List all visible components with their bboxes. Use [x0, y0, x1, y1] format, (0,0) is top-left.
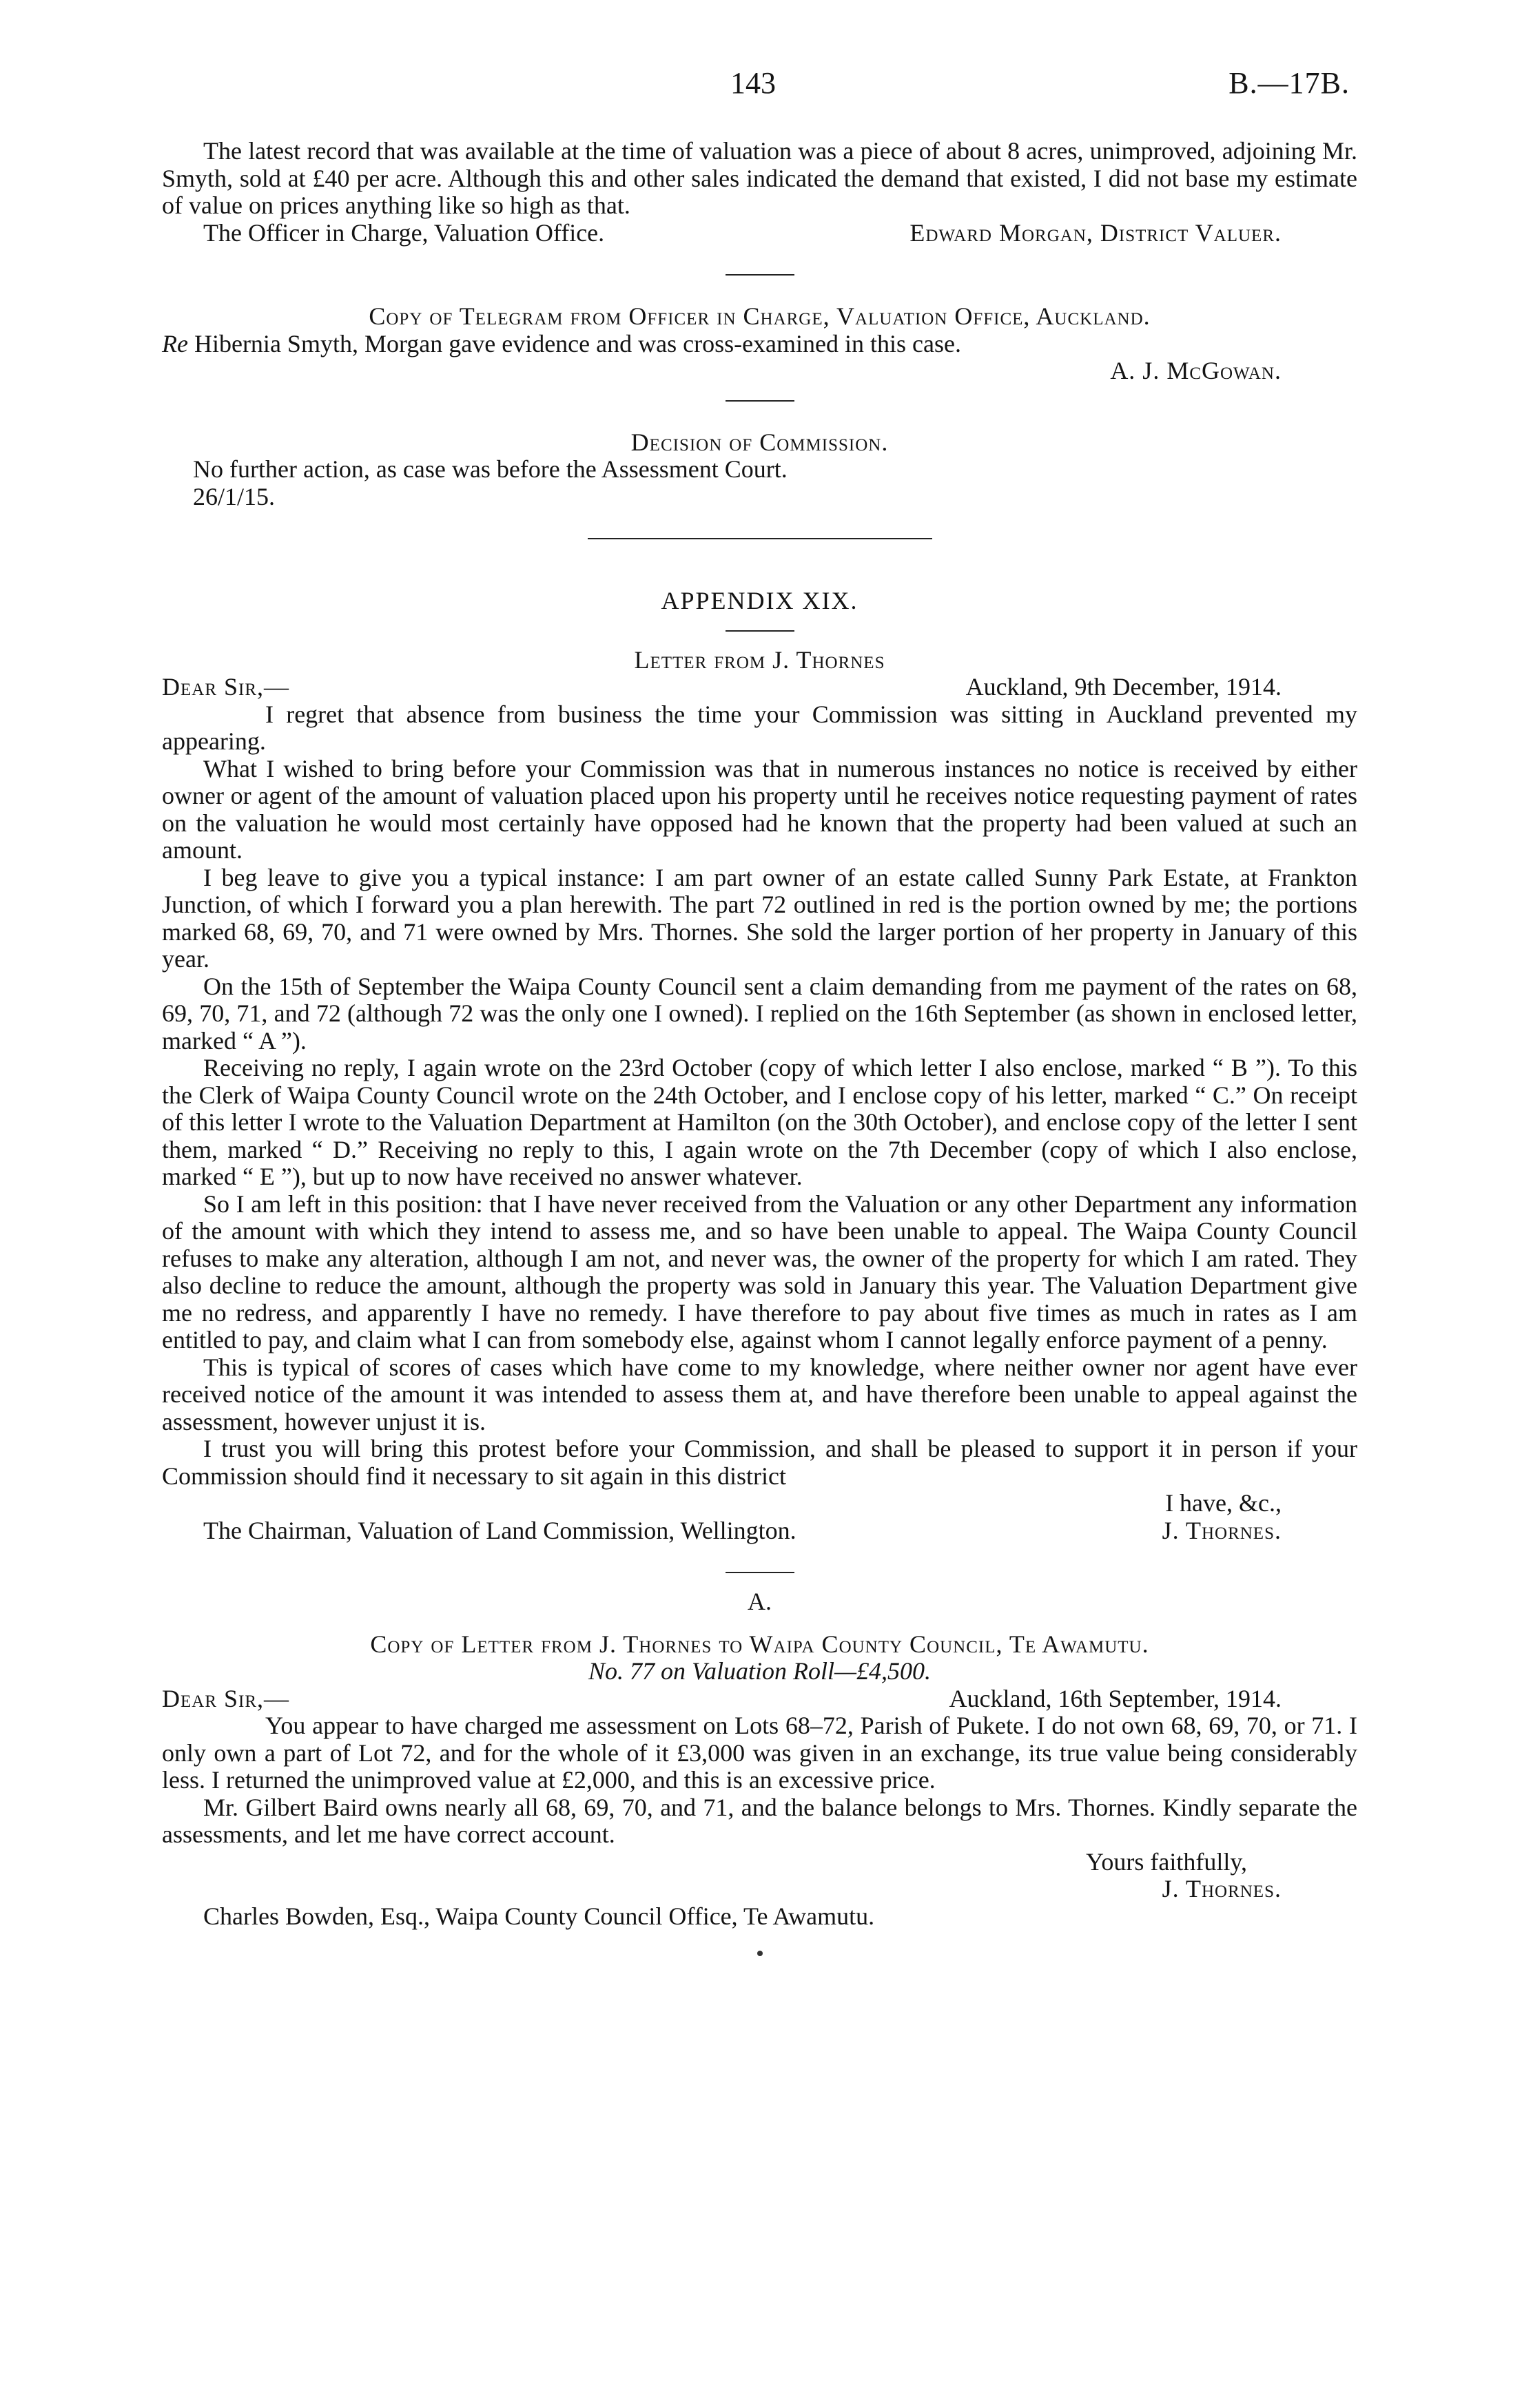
enclosure-signature: J. Thornes. — [1162, 1875, 1282, 1902]
letter-salutation: Dear Sir,— — [162, 673, 290, 700]
decision-heading: Decision of Commission. — [630, 428, 889, 456]
enclosure-subheading: No. 77 on Valuation Roll—£4,500. — [588, 1657, 932, 1685]
enclosure-place-date: Auckland, 16th September, 1914. — [949, 1684, 1282, 1712]
appendix-title: APPENDIX XIX. — [661, 587, 858, 614]
letter-paragraph: Receiving no reply, I again wrote on the 23rd October (copy of which letter I also enclose, marked “ B ”). To this the Clerk of Waipa County Council wrote on the 24th October, and I enclose copy of his letter, marked “ C.” On receipt of this letter I wrote to the Valuation Department at Hamilton (on the 30th October), and enclose copy of the letter I sent them, marked “ D.” Receiving no reply to this, I again wrote on the 7th December (copy of which I also enclose, marked “ E ”), but up to now have received no answer whatever. — [162, 1054, 1357, 1190]
page-number: 143 — [730, 66, 776, 100]
decision-text: No further action, as case was before the Assessment Court. — [193, 455, 788, 483]
enclosure-closing: Yours faithfully, — [1085, 1847, 1247, 1876]
decision-date: 26/1/15. — [193, 482, 276, 510]
document-body — [162, 138, 1357, 1956]
enclosure-paragraph: Mr. Gilbert Baird owns nearly all 68, 69, 70, and 71, and the balance belongs to Mrs. Thornes. Kindly separate the assessments, and let me have correct account. — [162, 1793, 1357, 1848]
letter-paragraph: So I am left in this position: that I have never received from the Valuation or any other Department any information of the amount with which they intend to assess me, and so have been unable to appeal. The Waipa County Council refuses to make any alteration, although I am not, and never was, the owner of the property for which I am rated. They also decline to reduce the amount, although the property was sold in January this year. The Valuation Department give me no redress, and apparently I have no remedy. I have therefore to pay about five times as much in rates as I am entitled to pay, and claim what I can from somebody else, against whom I cannot legally enforce payment of a penny. — [162, 1190, 1357, 1353]
letter-paragraph: This is typical of scores of cases which have come to my knowledge, where neither owner nor agent have ever received notice of the amount it was intended to assess them at, and have therefore been unable to appeal against the assessment, however unjust it is. — [162, 1353, 1357, 1435]
enclosure-addressee: Charles Bowden, Esq., Waipa County Council Office, Te Awamutu. — [203, 1902, 875, 1930]
page-end-dot — [757, 1951, 763, 1956]
enclosure-salutation: Dear Sir,— — [162, 1684, 290, 1712]
valuer-signoff — [162, 220, 1357, 247]
letter-closing: I have, &c., — [1165, 1489, 1282, 1517]
letter-paragraph: I beg leave to give you a typical instance: I am part owner of an estate called Sunny Park Estate, at Frankton Junction, of which I forward you a plan herewith. The part 72 outlined in red is the portion owned by me; the portions marked 68, 69, 70, and 71 were owned by Mrs. Thornes. She sold the larger portion of her property in January of this year. — [162, 863, 1357, 973]
enclosure-paragraph: You appear to have charged me assessment on Lots 68–72, Parish of Pukete. I do not own 68, 69, 70, or 71. I only own a part of Lot 72, and for the whole of it £3,000 was given in an exchange, its true value being considerably less. I returned the unimproved value at £2,000, and this is an excessive price. — [162, 1712, 1357, 1794]
enclosure-heading: Copy of Letter from J. Thornes to Waipa County Council, Te Awamutu. — [370, 1630, 1149, 1658]
valuer-signature: Edward Morgan, District Valuer. — [909, 218, 1282, 247]
enclosure-letter: A. — [748, 1588, 772, 1615]
letter-signature: J. Thornes. — [1162, 1516, 1282, 1544]
letter-salutation-row — [162, 674, 1357, 701]
telegram-text: Re Hibernia Smyth, Morgan gave evidence and was cross-examined in this case. — [162, 329, 961, 357]
page-header — [0, 65, 1522, 107]
letter-place-date: Auckland, 9th December, 1914. — [965, 673, 1282, 700]
letter-heading: Letter from J. Thornes — [634, 645, 885, 674]
series-reference: B.—17B. — [1228, 66, 1350, 100]
letter-addressee: The Chairman, Valuation of Land Commission, Wellington. — [203, 1516, 796, 1544]
valuer-paragraph: The latest record that was available at the time of valuation was a piece of about 8 acres, unimproved, adjoining Mr. Smyth, sold at £40 per acre. Although this and other sales indicated the demand that existed, I did not base my estimate of value on prices anything like so high as that. — [162, 137, 1357, 219]
letter-signoff — [162, 1517, 1357, 1545]
telegram-signature: A. J. McGowan. — [1110, 357, 1282, 384]
letter-paragraph: I trust you will bring this protest before your Commission, and shall be pleased to support it in person if your Commission should find it necessary to sit again in this district — [162, 1435, 1357, 1490]
telegram-heading: Copy of Telegram from Officer in Charge, Valuation Office, Auckland. — [369, 302, 1151, 330]
letter-paragraph: What I wished to bring before your Commission was that in numerous instances no notice is received by either owner or agent of the amount of valuation placed upon his property until he receives notice requesting payment of rates on the valuation he would most certainly have opposed had he known that the property had been valued at such an amount. — [162, 754, 1357, 864]
enclosure-salutation-row — [162, 1685, 1357, 1713]
letter-paragraph: I regret that absence from business the time your Commission was sitting in Auckland prevented my appearing. — [162, 700, 1357, 755]
letter-paragraph: On the 15th of September the Waipa County Council sent a claim demanding from me payment of the rates on 68, 69, 70, 71, and 72 (although 72 was the only one I owned). I replied on the 16th September (as shown in enclosed letter, marked “ A ”). — [162, 972, 1357, 1055]
valuer-addressee: The Officer in Charge, Valuation Office. — [203, 218, 605, 247]
